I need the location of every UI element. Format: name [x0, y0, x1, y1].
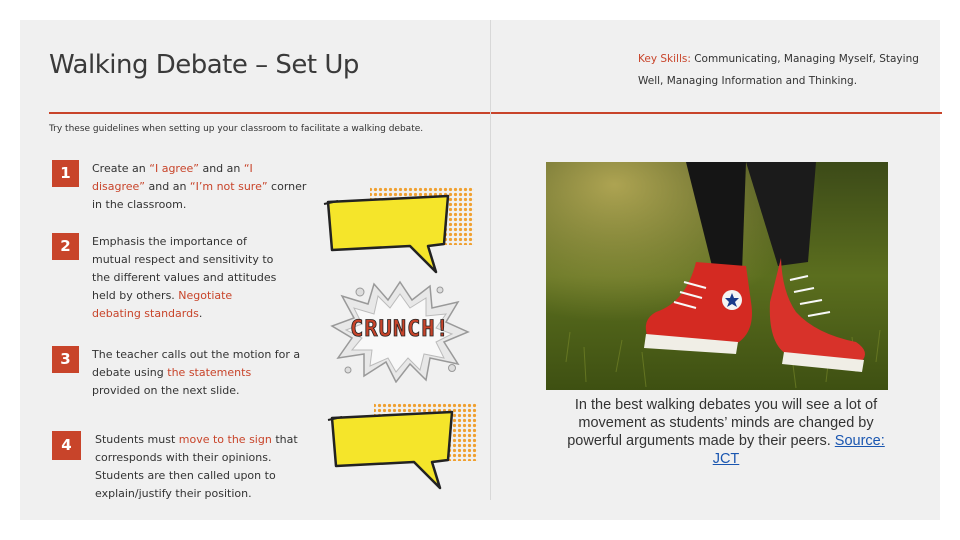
step-1 — [52, 160, 322, 216]
speech-bubble-icon — [322, 398, 482, 498]
step-3 — [52, 346, 322, 402]
intro-text: Try these guidelines when setting up your classroom to facilitate a walking debate. — [49, 124, 424, 134]
step-text-part: and an — [198, 162, 244, 175]
step-text-part: provided on the next slide. — [92, 384, 240, 397]
step-text — [92, 346, 302, 400]
step-text — [92, 160, 307, 214]
step-text-highlight: the statements — [167, 366, 252, 379]
step-text-part: Create an — [92, 162, 150, 175]
column-divider — [490, 20, 491, 500]
speech-bubble-icon — [318, 182, 478, 282]
step-text-part: The teacher calls out the motion for a debate using — [92, 348, 301, 379]
step-text-highlight: “I agree” — [149, 162, 199, 175]
key-skills — [638, 48, 928, 92]
step-text-highlight: “I disagree” — [92, 162, 253, 193]
caption-text: In the best walking debates you will see a lot of movement as students’ minds are changed by powerful arguments made by their peers. — [567, 397, 878, 449]
step-number: 3 — [52, 346, 79, 373]
step-text-part: and an — [145, 180, 190, 193]
step-text — [95, 431, 300, 503]
key-skills-label: Key Skills: — [638, 53, 691, 65]
step-text-highlight: “I’m not sure” — [189, 180, 268, 193]
slide — [20, 20, 940, 520]
step-text-highlight: Negotiate debating standards — [92, 289, 233, 320]
step-number: 1 — [52, 160, 79, 187]
step-text-highlight: move to the sign — [178, 433, 272, 446]
crunch-text: CRUNCH! — [350, 317, 450, 342]
step-text-part: Emphasis the importance of mutual respect and sensitivity to the different values and attitudes held by others. — [92, 235, 277, 302]
step-text — [92, 233, 280, 323]
source-link[interactable]: Source: JCT — [712, 433, 885, 467]
step-2 — [52, 233, 322, 325]
key-skills-text: Communicating, Managing Myself, Staying Well, Managing Information and Thinking. — [638, 53, 919, 87]
step-4 — [52, 431, 322, 505]
title-divider — [49, 112, 942, 114]
step-text-part: that corresponds with their opinions. Students are then called upon to explain/justify their position. — [95, 433, 298, 500]
photo-caption — [566, 396, 886, 468]
slide-title: Walking Debate – Set Up — [49, 50, 359, 80]
step-text-part: Students must — [95, 433, 179, 446]
sneakers-photo — [546, 162, 888, 390]
step-text-part: . — [198, 307, 203, 320]
step-number: 2 — [52, 233, 79, 260]
crunch-burst-icon — [330, 278, 470, 383]
step-text-part: corner in the classroom. — [92, 180, 307, 211]
step-number: 4 — [52, 431, 81, 460]
